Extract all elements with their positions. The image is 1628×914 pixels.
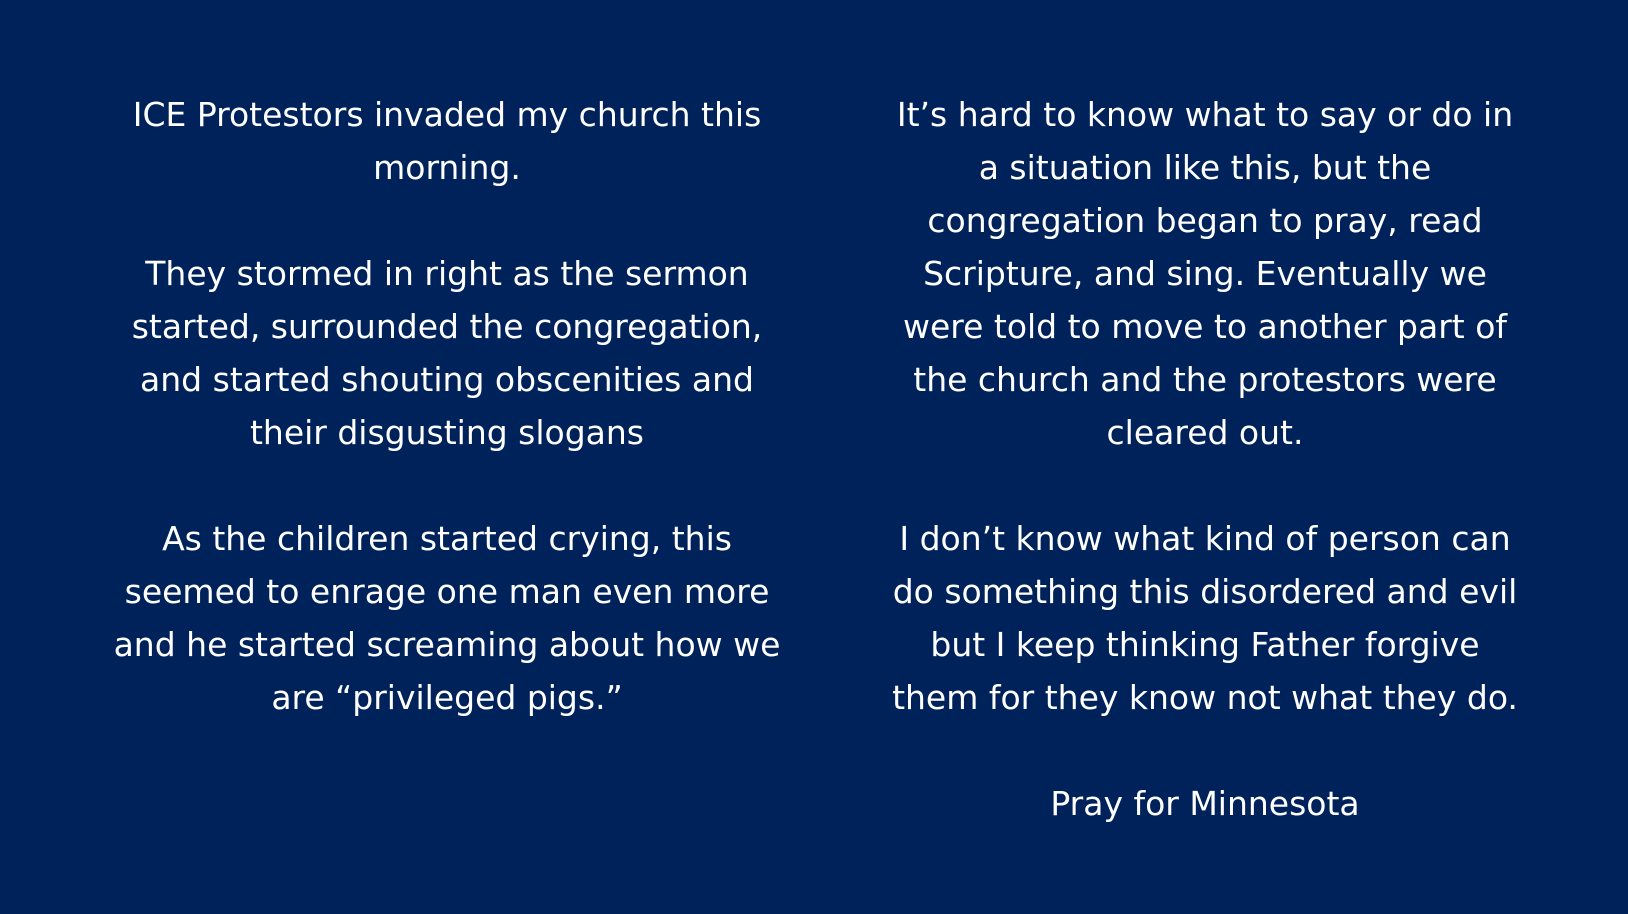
paragraph-stormed-in	[74, 247, 820, 459]
left-column	[74, 88, 820, 777]
paragraph-children-crying	[74, 512, 820, 724]
text-line: them for they know not what they do.	[892, 678, 1518, 717]
paragraph-pray-for-minnesota	[832, 777, 1578, 830]
text-line: Scripture, and sing. Eventually we	[923, 254, 1487, 293]
right-column	[832, 88, 1578, 883]
text-line: congregation began to pray, read	[927, 201, 1483, 240]
text-line: their disgusting slogans	[249, 413, 645, 452]
text-line: As the children started crying, this	[162, 519, 732, 558]
paragraph-father-forgive	[832, 512, 1578, 724]
text-line: are “privileged pigs.”	[271, 678, 623, 717]
text-line: do something this disordered and evil	[892, 572, 1518, 611]
text-line: ICE Protestors invaded my church this	[132, 95, 762, 134]
text-line: cleared out.	[1106, 413, 1304, 452]
text-line: I don’t know what kind of person can	[899, 519, 1511, 558]
text-line: Pray for Minnesota	[1050, 784, 1360, 823]
text-line: morning.	[373, 148, 521, 187]
text-line: were told to move to another part of	[902, 307, 1508, 346]
text-line: seemed to enrage one man even more	[124, 572, 770, 611]
text-line: and started shouting obscenities and	[140, 360, 754, 399]
text-line: but I keep thinking Father forgive	[930, 625, 1480, 664]
text-line: started, surrounded the congregation,	[131, 307, 763, 346]
text-line: They stormed in right as the sermon	[145, 254, 749, 293]
paragraph-church-invaded	[74, 88, 820, 194]
text-line: It’s hard to know what to say or do in	[896, 95, 1514, 134]
paragraph-congregation-prayed	[832, 88, 1578, 459]
text-line: and he started screaming about how we	[113, 625, 781, 664]
text-line: the church and the protestors were	[913, 360, 1497, 399]
text-line: a situation like this, but the	[978, 148, 1432, 187]
